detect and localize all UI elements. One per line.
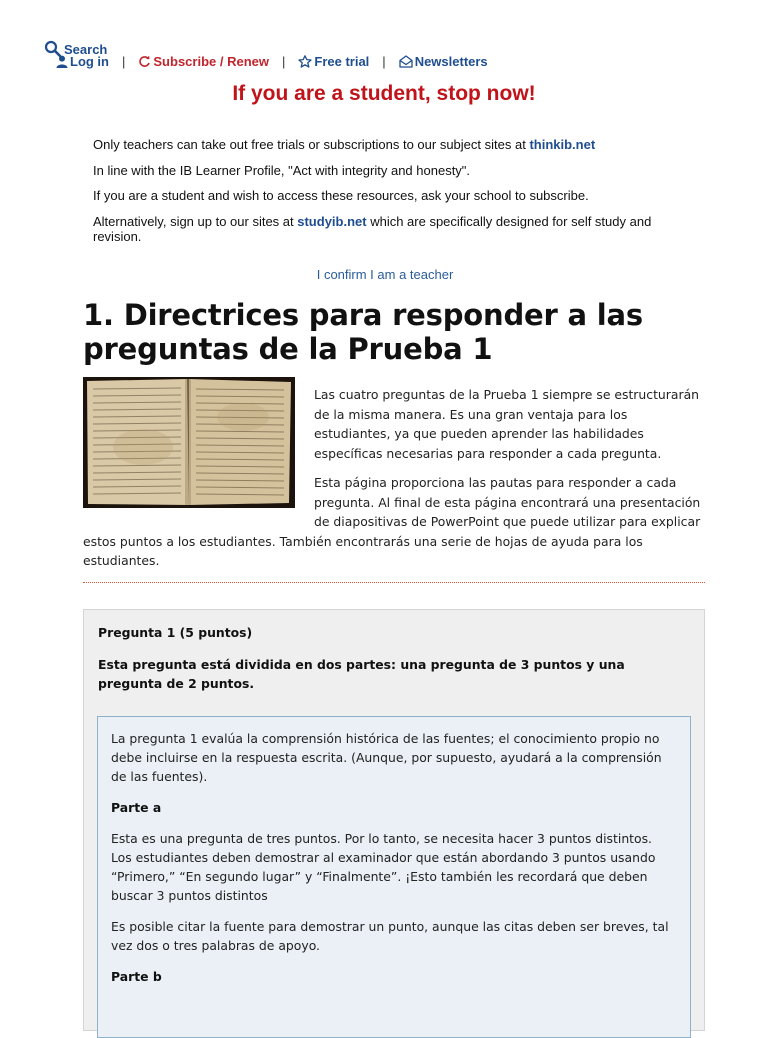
star-icon — [298, 55, 312, 68]
studyib-link[interactable]: studyib.net — [297, 214, 367, 229]
confirm-teacher-link[interactable]: I confirm I am a teacher — [316, 267, 454, 282]
question-guidance-box — [97, 716, 691, 1038]
warning-line-4-rest: which are specifically designed for self study and revision. — [93, 214, 652, 244]
warning-line-2: In line with the IB Learner Profile, "Act with integrity and honesty". — [93, 163, 471, 178]
warning-line-4 — [93, 214, 653, 244]
thinkib-link[interactable]: thinkib.net — [529, 137, 596, 152]
intro-paragraph-1: Las cuatro preguntas de la Prueba 1 siempre se estructurarán de la misma manera. Es una gran ventaja para los estudiantes, ya que pueden aprender las habilidades específicas necesarias para responder a cada pregunta. — [314, 387, 700, 461]
part-a-heading: Parte a — [111, 800, 162, 815]
user-icon — [56, 55, 68, 68]
question-card — [83, 609, 705, 1031]
nav-separator: | — [122, 54, 126, 69]
refresh-icon — [138, 55, 151, 68]
guidance-paragraph-3: Es posible citar la fuente para demostrar un punto, aunque las citas deben ser breves, tal vez dos o tres palabras de apoyo. — [111, 919, 669, 953]
login-label: Log in — [70, 54, 109, 69]
guidance-paragraph-1: La pregunta 1 evalúa la comprensión histórica de las fuentes; el conocimiento propio no debe incluirse en la respuesta escrita. (Aunque, por supuesto, ayudará a la comprensión de las fuentes). — [111, 731, 662, 784]
warning-line-1 — [93, 137, 653, 152]
login-link[interactable] — [56, 54, 109, 69]
guidance-paragraph-2: Esta es una pregunta de tres puntos. Por lo tanto, se necesita hacer 3 puntos distintos. Los estudiantes deben demostrar al examinador que están abordando 3 puntos usando “Primero,” “En segundo lugar” y “Finalmente”. ¡Esto también les recordará que deben buscar 3 puntos distintos — [111, 831, 656, 903]
newsletters-label: Newsletters — [414, 54, 488, 69]
page-title: 1. Directrices para responder a las preguntas de la Prueba 1 — [83, 298, 643, 366]
question-card-header — [98, 623, 688, 693]
newsletters-link[interactable] — [399, 54, 488, 69]
question-subtitle: Esta pregunta está dividida en dos partes: una pregunta de 3 puntos y una pregunta de 2 puntos. — [98, 657, 625, 691]
envelope-open-icon — [399, 55, 413, 68]
warning-line-3: If you are a student and wish to access these resources, ask your school to subscribe. — [93, 188, 589, 203]
warning-line-4-text: Alternatively, sign up to our sites at — [93, 214, 298, 229]
guidance-text — [111, 729, 675, 998]
subscribe-label: Subscribe / Renew — [153, 54, 269, 69]
warning-line-1-text: Only teachers can take out free trials or subscriptions to our subject sites at — [93, 137, 530, 152]
question-title: Pregunta 1 (5 puntos) — [98, 625, 253, 640]
subscribe-link[interactable] — [138, 54, 269, 69]
intro-paragraph-2: Esta página proporciona las pautas para responder a cada pregunta. Al final de esta página encontrará una presentación de diapositivas de PowerPoint que puede utilizar para explicar estos puntos a los estudiantes. También encontrarás una serie de hojas de ayuda para los estudiantes. — [83, 475, 701, 568]
free-trial-label: Free trial — [314, 54, 370, 69]
section-divider — [83, 582, 705, 583]
nav-links — [56, 54, 488, 69]
free-trial-link[interactable] — [298, 54, 369, 69]
nav-separator: | — [281, 54, 286, 69]
nav-separator: | — [382, 54, 386, 69]
article-intro — [83, 385, 705, 581]
search-label: Search — [64, 41, 108, 57]
part-b-heading: Parte b — [111, 969, 162, 984]
student-warning-title: If you are a student, stop now! — [232, 82, 536, 105]
